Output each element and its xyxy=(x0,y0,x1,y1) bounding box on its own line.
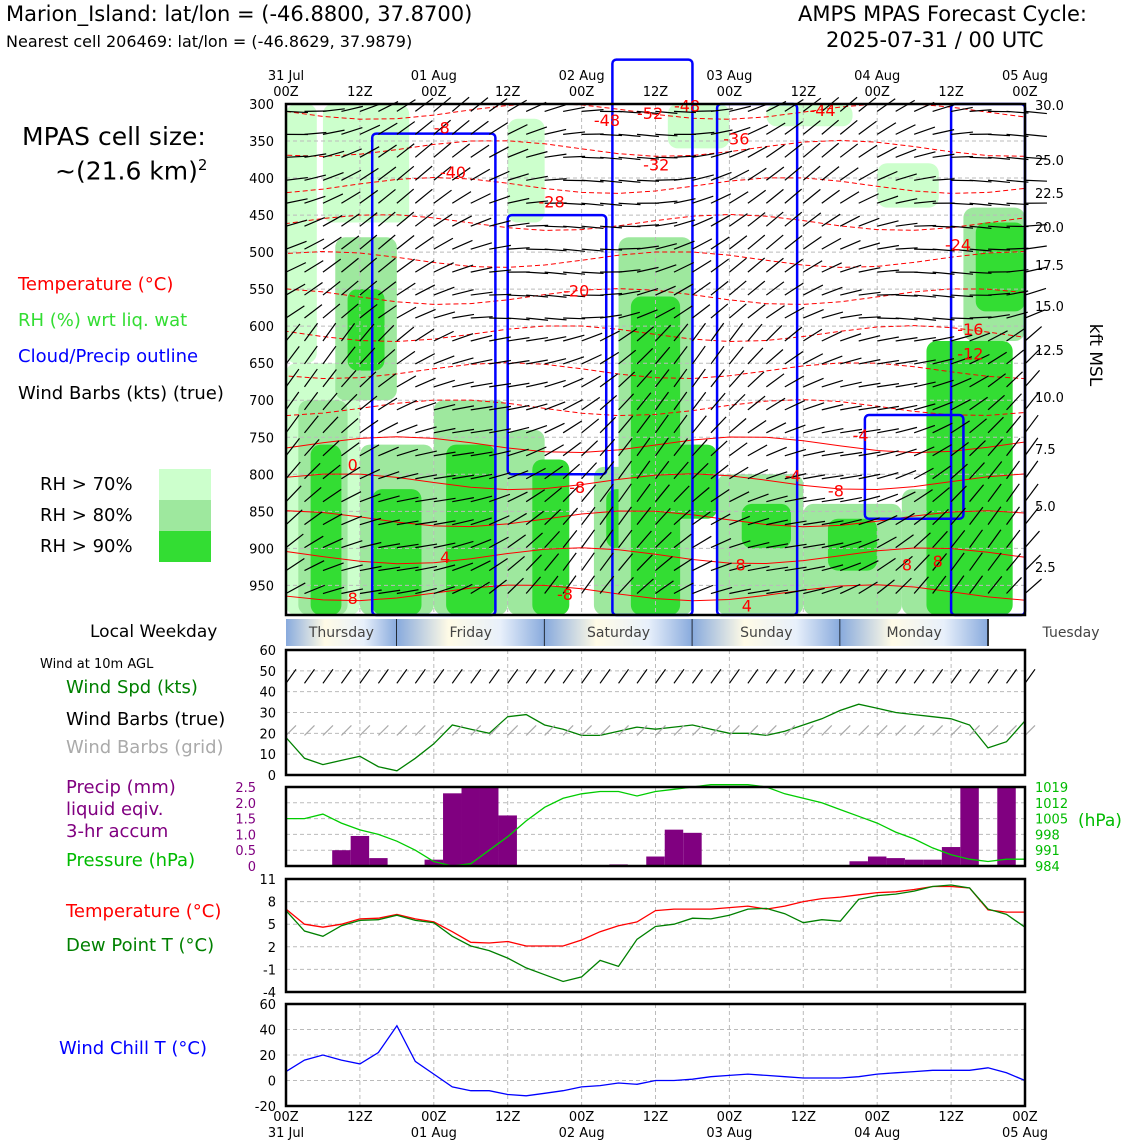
top-time-tick: 00Z xyxy=(864,85,890,100)
precip-bar xyxy=(443,793,461,866)
top-date-tick: 04 Aug xyxy=(854,69,901,84)
bottom-date-tick: 05 Aug xyxy=(1001,1126,1049,1140)
legend-temperature: Temperature (°C) xyxy=(18,274,174,295)
rh-region xyxy=(348,289,385,370)
temperature-contour-label: -40 xyxy=(439,163,467,183)
height-tick-label: 5.0 xyxy=(1035,500,1056,515)
pressure-tick-label: 450 xyxy=(249,209,274,225)
precip-bar xyxy=(868,857,886,866)
wind-barb xyxy=(1025,246,1047,249)
temp-ytick: 5 xyxy=(267,918,276,934)
temperature-contour-label: -48 xyxy=(593,111,621,131)
pressure-tick-label: 800 xyxy=(249,468,274,484)
precip-bar xyxy=(960,787,978,866)
top-date-tick: 31 Jul xyxy=(267,69,305,84)
precip-bg xyxy=(286,787,1025,866)
top-time-tick: 00Z xyxy=(568,85,595,100)
height-tick-label: 25.0 xyxy=(1035,154,1064,169)
wind-ytick: 40 xyxy=(259,685,276,701)
precip-ytick: 2.0 xyxy=(235,796,256,812)
temperature-contour-label: 8 xyxy=(735,555,746,575)
pressure-tick-label: 600 xyxy=(249,320,274,336)
pressure-unit: (hPa) xyxy=(1078,811,1122,831)
wind-barb xyxy=(1025,579,1042,594)
temperature-contour-label: -8 xyxy=(556,585,573,605)
top-time-tick: 12Z xyxy=(642,85,669,100)
temp-ytick: -4 xyxy=(263,986,276,1001)
wind-barbs-grid-label: Wind Barbs (grid) xyxy=(66,737,224,758)
precip-ytick: 1.0 xyxy=(235,828,256,844)
wind-ytick: 50 xyxy=(259,664,276,680)
pressure-ytick: 1005 xyxy=(1035,812,1069,828)
height-tick-label: 10.0 xyxy=(1035,391,1064,406)
wind-ytick: 60 xyxy=(259,644,276,659)
forecast-cycle-date: 2025-07-31 / 00 UTC xyxy=(826,28,1044,52)
top-date-tick: 03 Aug xyxy=(706,69,753,84)
precip-label-accum: 3-hr accum xyxy=(66,821,169,842)
precip-ytick: 1.5 xyxy=(235,812,256,828)
rh-region xyxy=(976,222,1025,311)
weekday-name: Monday xyxy=(886,625,942,641)
temp-ytick: -1 xyxy=(263,963,276,979)
height-tick-label: 7.5 xyxy=(1035,443,1056,458)
temperature-contour-label: -52 xyxy=(637,103,664,123)
precip-ytick: 0 xyxy=(247,860,256,875)
legend-rh: RH (%) wrt liq. wat xyxy=(18,310,188,331)
wind-chill-panel xyxy=(255,998,1048,1140)
pressure-tick-label: 400 xyxy=(249,172,274,188)
chill-ytick: 0 xyxy=(267,1074,276,1090)
temperature-contour-label: -48 xyxy=(673,96,701,116)
top-time-tick: 12Z xyxy=(494,85,521,100)
chill-ytick: -20 xyxy=(254,1100,276,1115)
precip-bar xyxy=(646,857,664,866)
wind-panel xyxy=(259,644,1035,784)
height-tick-label: 12.5 xyxy=(1035,344,1064,359)
pressure-ytick: 1012 xyxy=(1035,796,1069,812)
temperature-contour-label: -8 xyxy=(569,477,586,497)
legend-rh70-label: RH > 70% xyxy=(40,474,133,495)
height-tick-label: 30.0 xyxy=(1035,99,1064,114)
temperature-contour-label: -4 xyxy=(852,425,869,445)
height-axis-label: kft MSL xyxy=(1085,323,1105,387)
pressure-tick-label: 900 xyxy=(249,542,274,558)
pressure-ytick: 998 xyxy=(1035,828,1060,844)
top-time-tick: 00Z xyxy=(1012,85,1038,100)
pressure-tick-label: 950 xyxy=(249,579,274,595)
wind-barb xyxy=(1025,531,1039,548)
precip-bar xyxy=(351,836,369,866)
legend-rh80-label: RH > 80% xyxy=(40,505,133,526)
temperature-contour-label: 4 xyxy=(741,596,752,616)
top-time-tick: 12Z xyxy=(790,85,817,100)
bottom-date-tick: 01 Aug xyxy=(410,1126,457,1140)
wind-speed-label: Wind Spd (kts) xyxy=(66,677,198,698)
temperature-panel xyxy=(259,873,1025,1001)
temperature-contour-label: -24 xyxy=(944,235,972,255)
cell-size-text: ~(21.6 km) xyxy=(55,156,198,186)
wind-barb xyxy=(1025,415,1038,433)
bottom-time-tick: 00Z xyxy=(421,1110,447,1125)
wind-ytick: 20 xyxy=(259,727,276,743)
top-date-tick: 01 Aug xyxy=(410,69,457,84)
rh-region xyxy=(323,104,409,222)
pressure-tick-label: 550 xyxy=(249,283,274,299)
temperature-label: Temperature (°C) xyxy=(66,901,222,922)
wind-barb-grid xyxy=(1025,725,1035,735)
bottom-time-tick: 12Z xyxy=(790,1110,817,1125)
pressure-tick-label: 700 xyxy=(249,394,274,410)
wind-ytick: 30 xyxy=(259,706,276,722)
precip-ytick: 0.5 xyxy=(235,844,256,860)
weekday-name: Friday xyxy=(449,625,492,641)
precip-bar xyxy=(683,833,701,866)
bottom-date-tick: 03 Aug xyxy=(706,1126,753,1140)
bottom-time-tick: 00Z xyxy=(864,1110,890,1125)
bottom-time-tick: 00Z xyxy=(273,1110,299,1125)
chill-ytick: 40 xyxy=(259,1023,276,1039)
top-time-tick: 12Z xyxy=(347,85,373,100)
top-date-tick: 02 Aug xyxy=(558,69,605,84)
top-time-tick: 00Z xyxy=(421,85,447,100)
wind-barb xyxy=(1025,180,1047,181)
wind-ytick: 0 xyxy=(267,769,276,784)
forecast-cycle-title: AMPS MPAS Forecast Cycle: xyxy=(798,2,1087,26)
local-weekday-label: Local Weekday xyxy=(90,622,218,642)
height-tick-label: 15.0 xyxy=(1035,300,1064,315)
legend-wind-barbs: Wind Barbs (kts) (true) xyxy=(18,383,224,404)
precip-ytick: 2.5 xyxy=(235,781,256,796)
temperature-contour-label: 8 xyxy=(901,555,913,575)
wind-barb xyxy=(1025,461,1038,479)
weekday-strip xyxy=(286,619,1099,646)
cell-size-label: MPAS cell size: xyxy=(22,122,206,151)
wind-barb xyxy=(1025,327,1042,341)
top-date-tick: 05 Aug xyxy=(1001,69,1049,84)
temp-ytick: 8 xyxy=(267,895,276,911)
pressure-ytick: 1019 xyxy=(1035,781,1069,796)
chill-ytick: 20 xyxy=(259,1049,276,1064)
temperature-contour-label: 8 xyxy=(347,588,358,608)
temperature-contour-label: -12 xyxy=(957,344,984,364)
temperature-contour-label: -28 xyxy=(538,192,565,212)
wind-barb xyxy=(1025,288,1046,295)
pressure-tick-label: 650 xyxy=(249,357,274,373)
top-time-tick: 00Z xyxy=(273,85,299,100)
pressure-tick-label: 750 xyxy=(249,431,274,447)
wind-barbs-true-label: Wind Barbs (true) xyxy=(66,709,226,730)
bottom-date-tick: 31 Jul xyxy=(267,1126,305,1140)
top-time-tick: 12Z xyxy=(938,85,964,100)
wind-barb xyxy=(1025,370,1040,386)
bottom-time-tick: 12Z xyxy=(494,1110,521,1125)
chill-ytick: 60 xyxy=(259,998,276,1013)
temperature-contour-label: -20 xyxy=(563,281,590,301)
upper-air-cross-section xyxy=(249,60,1105,616)
bottom-date-tick: 04 Aug xyxy=(854,1126,901,1140)
precip-bar xyxy=(332,850,350,866)
wind-chill-label: Wind Chill T (°C) xyxy=(59,1038,207,1059)
temperature-contour-label: -32 xyxy=(643,155,670,175)
bottom-time-tick: 12Z xyxy=(347,1110,373,1125)
temperature-contour-label: -8 xyxy=(827,481,844,501)
dew-point-label: Dew Point T (°C) xyxy=(66,935,215,956)
bottom-date-tick: 02 Aug xyxy=(558,1126,605,1140)
temp-ytick: 11 xyxy=(259,873,276,888)
bottom-time-tick: 00Z xyxy=(1012,1110,1038,1125)
height-tick-label: 2.5 xyxy=(1035,561,1056,576)
pressure-ytick: 984 xyxy=(1035,860,1060,875)
station-title: Marion_Island: lat/lon = (-46.8800, 37.8700) xyxy=(6,2,473,26)
rh-region xyxy=(656,445,718,519)
cell-size-exponent: 2 xyxy=(197,156,208,174)
height-tick-label: 20.0 xyxy=(1035,221,1064,236)
rh-region xyxy=(286,104,317,363)
temperature-contour-label: -44 xyxy=(809,100,836,120)
precip-pressure-panel xyxy=(235,781,1122,875)
legend-cloud: Cloud/Precip outline xyxy=(18,346,199,367)
precip-bar xyxy=(462,787,480,866)
weekday-name: Sunday xyxy=(740,625,793,641)
top-time-tick: 00Z xyxy=(716,85,743,100)
bottom-time-tick: 12Z xyxy=(938,1110,964,1125)
temperature-contour-label: 0 xyxy=(347,455,358,475)
height-tick-label: 22.5 xyxy=(1035,187,1064,202)
bottom-time-tick: 12Z xyxy=(642,1110,669,1125)
temperature-contour-label: -36 xyxy=(723,129,750,149)
temperature-contour-label: -4 xyxy=(784,466,801,486)
pressure-label: Pressure (hPa) xyxy=(66,850,196,871)
weekday-name: Saturday xyxy=(587,625,651,641)
temperature-contour-label: 4 xyxy=(439,548,451,568)
precip-bar xyxy=(665,830,683,866)
pressure-tick-label: 850 xyxy=(249,505,274,521)
weekday-name: Thursday xyxy=(308,625,374,641)
bottom-time-tick: 00Z xyxy=(568,1110,595,1125)
temp-ytick: 2 xyxy=(267,940,276,956)
pressure-tick-label: 300 xyxy=(249,98,274,113)
precip-bar xyxy=(997,787,1015,866)
height-tick-label: 17.5 xyxy=(1035,259,1064,274)
pressure-tick-label: 350 xyxy=(249,135,274,151)
temperature-contour-label: -8 xyxy=(433,118,450,138)
temperature-contour-label: -16 xyxy=(957,320,984,340)
pressure-tick-label: 500 xyxy=(249,246,274,262)
wind-panel-title: Wind at 10m AGL xyxy=(40,657,154,672)
weekday-name: Tuesday xyxy=(1042,625,1100,641)
wind-ytick: 10 xyxy=(259,748,276,764)
bottom-time-tick: 00Z xyxy=(716,1110,743,1125)
wind-barb-true xyxy=(1025,669,1035,683)
rh-region xyxy=(446,445,495,615)
precip-label: Precip (mm) xyxy=(66,777,176,798)
pressure-ytick: 991 xyxy=(1035,844,1060,860)
precip-label-liquid: liquid eqiv. xyxy=(66,799,164,820)
nearest-cell-subtitle: Nearest cell 206469: lat/lon = (-46.8629, 37.9879) xyxy=(6,32,413,51)
temperature-contour-label: 8 xyxy=(932,551,943,571)
legend-rh90-label: RH > 90% xyxy=(40,536,133,557)
